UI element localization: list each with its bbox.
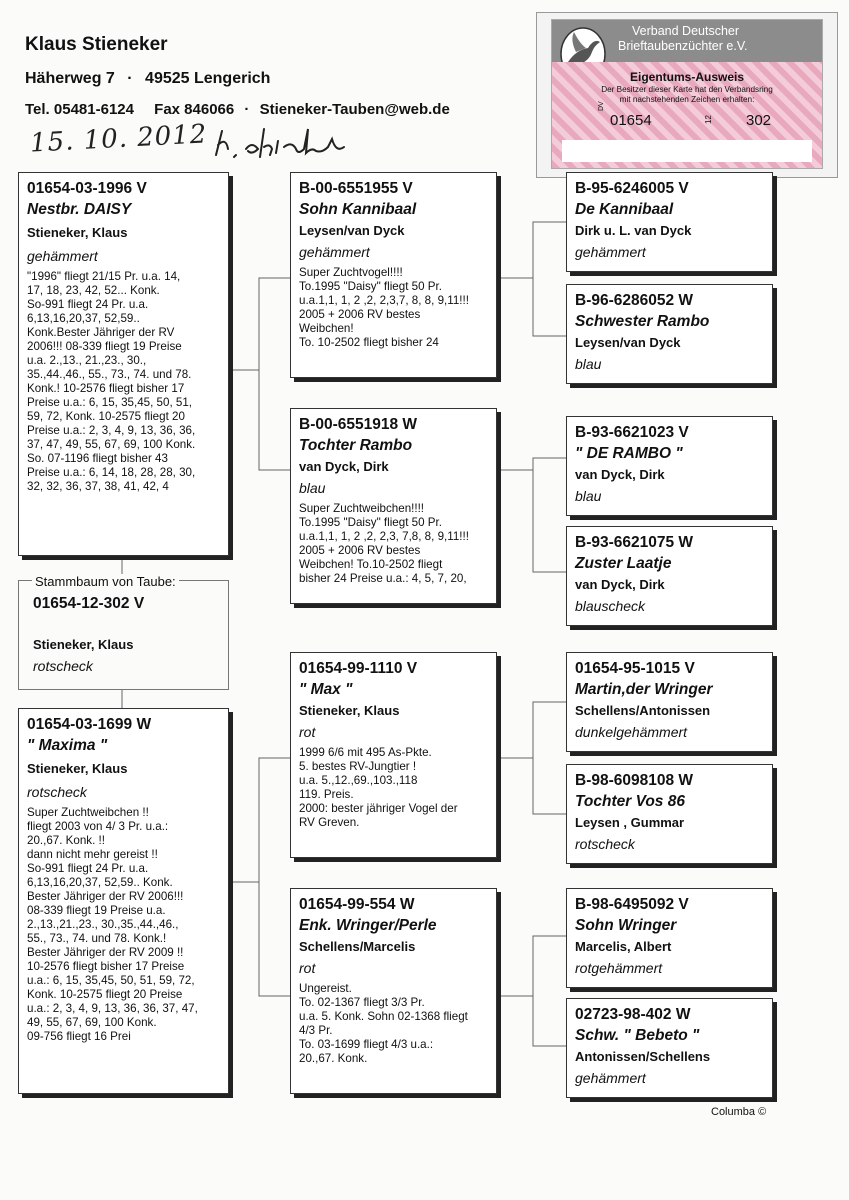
owner: Leysen , Gummar bbox=[575, 815, 685, 830]
color: dunkelgehämmert bbox=[575, 724, 688, 740]
owner: van Dyck, Dirk bbox=[575, 467, 665, 482]
grandparent-card bbox=[290, 888, 497, 1094]
ring-number: 01654-03-1996 V bbox=[27, 180, 147, 197]
color: rot bbox=[299, 724, 316, 740]
card-ring-number: 302 bbox=[746, 112, 772, 129]
separator: · bbox=[244, 101, 250, 118]
great-grandparent-card bbox=[566, 172, 773, 272]
owner: Antonissen/Schellens bbox=[575, 1049, 711, 1064]
ring-number: 01654-99-1110 V bbox=[299, 660, 418, 677]
performance-notes: Super Zuchtweibchen!!!! To.1995 "Daisy" fliegt 50 Pr. u.a.1,1, 1, 2 ,2, 2,3, 7,8, 8, 9,11!!! 2005 + 2006 RV bestes Weibchen! To.10-2502 fliegt bisher 24 Preise u.a.: 4, 5, 7, 20, bbox=[299, 502, 469, 585]
subject-card bbox=[18, 580, 229, 690]
pigeon-name: Martin,der Wringer bbox=[575, 681, 713, 698]
ring-number: B-93-6621023 V bbox=[575, 424, 689, 441]
performance-notes: 1999 6/6 mit 495 As-Pkte. 5. bestes RV-Jungtier ! u.a. 5.,12.,69.,103.,118 119. Preis. 2000: bester jähriger Vogel der RV Greven. bbox=[299, 746, 458, 829]
great-grandparent-card bbox=[566, 284, 773, 384]
owner: Dirk u. L. van Dyck bbox=[575, 223, 692, 238]
great-grandparent-card bbox=[566, 526, 773, 626]
subject-owner: Stieneker, Klaus bbox=[33, 637, 134, 652]
card-dv: DV bbox=[598, 101, 605, 111]
owner: Schellens/Antonissen bbox=[575, 703, 711, 718]
color: rotscheck bbox=[27, 784, 87, 800]
great-grandparent-card bbox=[566, 764, 773, 864]
great-grandparent-card bbox=[566, 652, 773, 752]
owner: Leysen/van Dyck bbox=[299, 223, 405, 238]
owner: Leysen/van Dyck bbox=[575, 335, 681, 350]
color: blau bbox=[575, 356, 602, 372]
pigeon-name: Zuster Laatje bbox=[575, 555, 672, 572]
pigeon-name: Tochter Vos 86 bbox=[575, 793, 685, 810]
color: gehämmert bbox=[575, 1070, 646, 1086]
pigeon-name: Enk. Wringer/Perle bbox=[299, 917, 437, 934]
ring-number: B-95-6246005 V bbox=[575, 180, 689, 197]
ring-number: 02723-98-402 W bbox=[575, 1006, 691, 1023]
card-text: Der Besitzer dieser Karte hat den Verbandsring mit nachstehenden Zeichen erhalten: bbox=[601, 85, 773, 104]
pigeon-name: " Maxima " bbox=[27, 737, 108, 754]
card-org-line1: Verband Deutscher bbox=[632, 24, 740, 38]
sire-card bbox=[18, 172, 229, 556]
card-title: Eigentums-Ausweis bbox=[629, 70, 745, 84]
grandparent-card bbox=[290, 408, 497, 604]
great-grandparent-card bbox=[566, 416, 773, 516]
ring-number: 01654-03-1699 W bbox=[27, 716, 152, 733]
owner: van Dyck, Dirk bbox=[575, 577, 665, 592]
color: blau bbox=[575, 488, 602, 504]
pigeon-name: " DE RAMBO " bbox=[575, 445, 683, 462]
color: gehämmert bbox=[299, 244, 370, 260]
color: blau bbox=[299, 480, 326, 496]
pigeon-name: Nestbr. DAISY bbox=[27, 201, 132, 218]
color: rot bbox=[299, 960, 316, 976]
performance-notes: Super Zuchtweibchen !! fliegt 2003 von 4/ 3 Pr. u.a.: 20.,67. Konk. !! dann nicht mehr gereist !! So-991 fliegt 24 Pr. u.a. 6,13,16,20,37, 52,59.. Konk. Bester Jähriger der RV 2006!!! 08-339 fliegt 19 Preise u.a. 2.,13.,21.,23., 30.,35.,44.,46., 55., 73., 74. und 78. Konk.! Bester Jähriger der RV 2009 !! 10-2576 fliegt bisher 17 Preise u.a.: 6, 15, 35,45, 50, 51, 59, 72, Konk. 10-2575 fliegt 20 Preise u.a.: 2, 3, 4, 9, 13, 36, 36, 37, 47, 49, 55, 67, 69, 100 Konk. 09-756 fliegt 16 Prei bbox=[27, 806, 198, 1043]
owner: Schellens/Marcelis bbox=[299, 939, 416, 954]
email: Stieneker-Tauben@web.de bbox=[259, 101, 450, 118]
subject-color: rotscheck bbox=[33, 658, 93, 674]
grandparent-card bbox=[290, 652, 497, 858]
owner: Stieneker, Klaus bbox=[27, 761, 128, 776]
ring-number: B-93-6621075 W bbox=[575, 534, 694, 551]
color: gehämmert bbox=[27, 248, 98, 264]
color: rotgehämmert bbox=[575, 960, 663, 976]
pigeon-name: " Max " bbox=[299, 681, 353, 698]
ring-number: B-96-6286052 W bbox=[575, 292, 694, 309]
owner: van Dyck, Dirk bbox=[299, 459, 389, 474]
performance-notes: "1996" fliegt 21/15 Pr. u.a. 14, 17, 18, 23, 42, 52... Konk. So-991 fliegt 24 Pr. u.a. 6,13,16,20,37, 52,59.. Konk.Bester Jähriger der RV 2006!!! 08-339 fliegt 19 Preise u.a. 2.,13., 21.,23., 30., 35.,44.,46., 55., 73., 74. und 78. Konk.! 10-2576 fliegt bisher 17 Preise u.a.: 6, 15, 35,45, 50, 51, 59, 72, Konk. 10-2575 fliegt 20 Preise u.a.: 2, 3, 4, 9, 13, 36, 36, 37, 47, 49, 55, 67, 69, 100 Konk. So. 07-1196 fliegt bisher 43 Preise u.a.: 6, 14, 18, 28, 28, 30, 32, 32, 36, 37, 38, 41, 42, 4 bbox=[27, 270, 196, 493]
subject-label: Stammbaum von Taube: bbox=[32, 574, 179, 589]
breeder-name: Klaus Stieneker bbox=[25, 34, 168, 55]
grandparent-card bbox=[290, 172, 497, 378]
dam-card bbox=[18, 708, 229, 1094]
card-year: 12 bbox=[703, 115, 713, 124]
phone: Tel. 05481-6124 bbox=[25, 101, 134, 118]
owner: Marcelis, Albert bbox=[575, 939, 672, 954]
great-grandparent-card bbox=[566, 888, 773, 988]
pigeon-name: Schw. " Bebeto " bbox=[575, 1027, 700, 1044]
card-number: 01654 bbox=[610, 112, 652, 129]
ring-number: B-98-6098108 W bbox=[575, 772, 694, 789]
color: gehämmert bbox=[575, 244, 646, 260]
performance-notes: Super Zuchtvogel!!!! To.1995 "Daisy" fliegt 50 Pr. u.a.1,1, 1, 2 ,2, 2,3,7, 8, 8, 9,11!!! 2005 + 2006 RV bestes Weibchen! To. 10-2502 fliegt bisher 24 bbox=[299, 266, 469, 349]
ring-number: B-00-6551918 W bbox=[299, 416, 418, 433]
ring-number: B-98-6495092 V bbox=[575, 896, 689, 913]
card-org-line2: Brieftaubenzüchter e.V. bbox=[618, 39, 748, 53]
pigeon-name: Schwester Rambo bbox=[575, 313, 710, 330]
ring-number: 01654-95-1015 V bbox=[575, 660, 695, 677]
color: blauscheck bbox=[575, 598, 646, 614]
fax: Fax 846066 bbox=[154, 101, 235, 118]
handwritten-date: 15. 10. 2012 bbox=[29, 119, 209, 159]
separator: · bbox=[127, 70, 133, 87]
ring-number: B-00-6551955 V bbox=[299, 180, 413, 197]
street: Häherweg 7 bbox=[25, 70, 115, 87]
great-grandparent-card bbox=[566, 998, 773, 1098]
performance-notes: Ungereist. To. 02-1367 fliegt 3/3 Pr. u.a. 5. Konk. Sohn 02-1368 fliegt 4/3 Pr. To. 03-1699 fliegt 4/3 u.a.: 20.,67. Konk. bbox=[299, 982, 468, 1065]
pigeon-name: Sohn Wringer bbox=[575, 917, 677, 934]
owner: Stieneker, Klaus bbox=[299, 703, 400, 718]
ring-number: 01654-99-554 W bbox=[299, 896, 415, 913]
pigeon-name: Tochter Rambo bbox=[299, 437, 413, 454]
city: 49525 Lengerich bbox=[145, 70, 271, 87]
credit: Columba © bbox=[711, 1106, 767, 1118]
color: rotscheck bbox=[575, 836, 635, 852]
owner: Stieneker, Klaus bbox=[27, 225, 128, 240]
pigeon-name: De Kannibaal bbox=[575, 201, 674, 218]
subject-ring: 01654-12-302 V bbox=[33, 595, 145, 612]
pigeon-name: Sohn Kannibaal bbox=[299, 201, 417, 218]
